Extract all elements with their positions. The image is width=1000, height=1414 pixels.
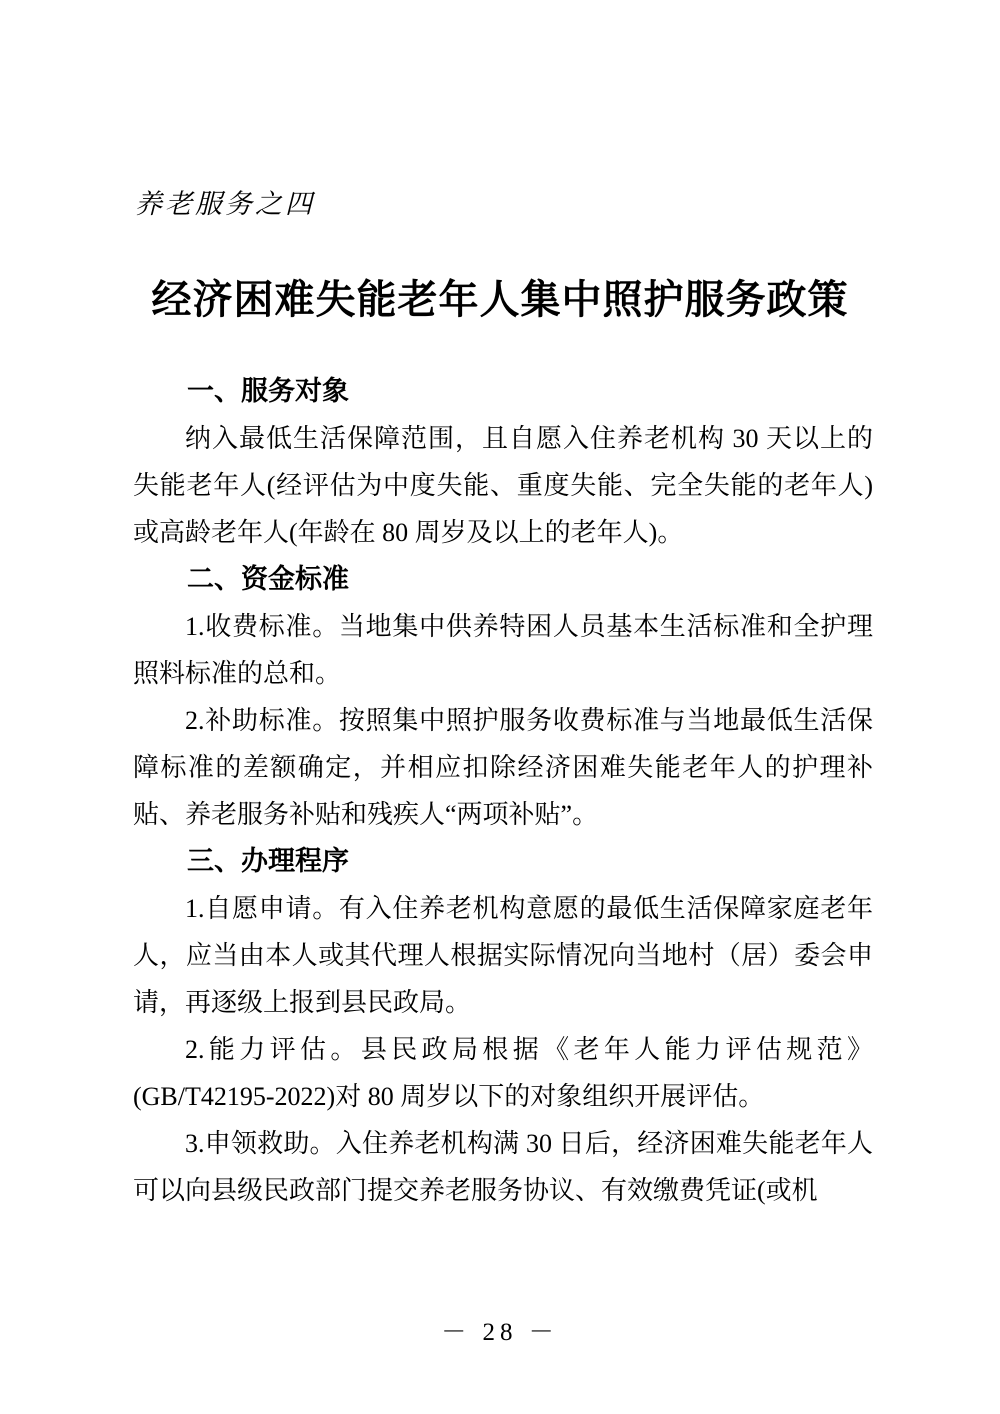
paragraph-fee-standard: 1.收费标准。当地集中供养特困人员基本生活标准和全护理照料标准的总和。 bbox=[133, 612, 873, 688]
section-heading-funding-standard: 二、资金标准 bbox=[187, 564, 349, 594]
paragraph-voluntary-application: 1.自愿申请。有入住养老机构意愿的最低生活保障家庭老年人，应当由本人或其代理人根据实际情况向当地村（居）委会申请，再逐级上报到县民政局。 bbox=[133, 894, 873, 1017]
section-heading-service-target: 一、服务对象 bbox=[187, 376, 349, 406]
paragraph-service-target: 纳入最低生活保障范围，且自愿入住养老机构 30 天以上的失能老年人(经评估为中度失能、重度失能、完全失能的老年人)或高龄老年人(年龄在 80 周岁及以上的老年人)。 bbox=[133, 424, 873, 547]
doc-category-label: 养老服务之四 bbox=[135, 189, 315, 219]
paragraph-claim-assistance: 3.申领救助。入住养老机构满 30 日后，经济困难失能老年人可以向县级民政部门提交养老服务协议、有效缴费凭证(或机 bbox=[133, 1129, 873, 1205]
doc-title: 经济困难失能老年人集中照护服务政策 bbox=[151, 277, 849, 322]
doc-body bbox=[133, 368, 873, 1214]
paragraph-capability-assessment: 2.能力评估。县民政局根据《老年人能力评估规范》(GB/T42195-2022)对 80 周岁以下的对象组织开展评估。 bbox=[133, 1035, 873, 1111]
paragraph-subsidy-standard: 2.补助标准。按照集中照护服务收费标准与当地最低生活保障标准的差额确定，并相应扣除经济困难失能老年人的护理补贴、养老服务补贴和残疾人“两项补贴”。 bbox=[133, 706, 873, 829]
page-number: － 28 － bbox=[441, 1319, 559, 1346]
section-heading-procedure: 三、办理程序 bbox=[187, 846, 349, 876]
